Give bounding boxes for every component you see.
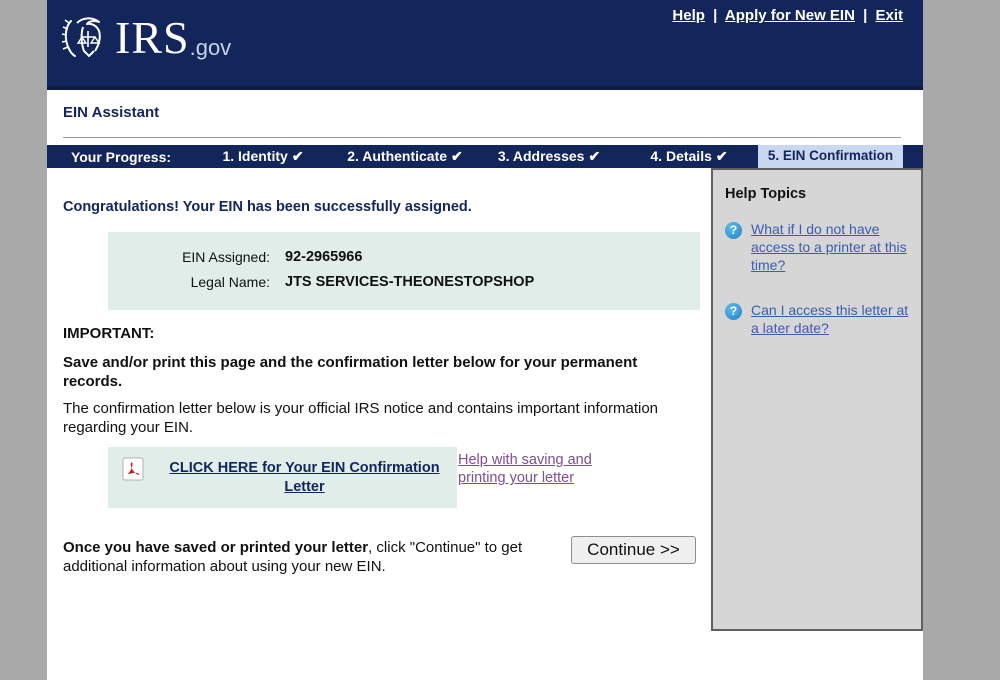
ein-assigned-label: EIN Assigned: <box>182 249 270 265</box>
page-title: EIN Assistant <box>63 104 160 121</box>
question-mark-icon: ? <box>725 222 742 239</box>
progress-step-ein-confirmation-active: 5. EIN Confirmation <box>758 145 903 183</box>
check-icon: ✔ <box>451 148 463 164</box>
logo-irs-text: IRS <box>115 12 190 63</box>
exit-link[interactable]: Exit <box>875 7 903 24</box>
irs-eagle-icon <box>61 13 115 61</box>
confirmation-letter-box <box>108 447 457 508</box>
progress-label: Your Progress: <box>70 148 172 165</box>
top-nav <box>672 7 903 24</box>
legal-name-value: JTS SERVICES-THEONESTOPSHOP <box>285 274 535 290</box>
logo-gov-text: .gov <box>189 34 232 60</box>
progress-bar <box>47 145 923 168</box>
continue-instruction <box>63 539 568 577</box>
progress-label-underline <box>47 168 195 172</box>
help-topics-heading: Help Topics <box>725 186 807 202</box>
help-topic-printer-access-link[interactable]: What if I do not have access to a printer at this time? <box>751 221 907 274</box>
ein-assigned-row <box>108 249 700 265</box>
help-link[interactable]: Help <box>672 7 705 24</box>
letter-note: The confirmation letter below is your official IRS notice and contains important information regarding your EIN. <box>63 400 659 436</box>
nav-separator: | <box>863 7 868 24</box>
legal-name-row <box>108 274 700 290</box>
help-topic-later-date-link[interactable]: Can I access this letter at a later date? <box>751 301 909 336</box>
header <box>47 0 923 90</box>
help-saving-printing-link[interactable]: Help with saving and printing your letter <box>458 452 592 487</box>
progress-step-addresses: 3. Addresses ✔ <box>497 148 601 164</box>
legal-name-label: Legal Name: <box>190 274 270 290</box>
continue-instruction-rest: , click "Continue" to get additional information about using your new EIN. <box>63 539 523 575</box>
ein-confirmation-letter-link[interactable]: CLICK HERE for Your EIN Confirmation Letter <box>169 460 440 495</box>
ein-assigned-value: 92-2965966 <box>285 249 363 265</box>
pdf-file-icon[interactable] <box>122 457 144 486</box>
check-icon: ✔ <box>291 148 304 164</box>
check-icon: ✔ <box>588 148 601 164</box>
check-icon: ✔ <box>715 148 728 164</box>
help-topics-sidebar <box>711 168 923 631</box>
progress-step-identity: 1. Identity ✔ <box>222 148 304 164</box>
irs-logo <box>61 13 231 61</box>
continue-button[interactable]: Continue >> <box>571 536 696 564</box>
continue-instruction-bold: Once you have saved or printed your letter <box>63 539 369 556</box>
nav-separator: | <box>713 7 718 24</box>
help-topic-item <box>725 301 911 337</box>
apply-new-ein-link[interactable]: Apply for New EIN <box>724 7 855 24</box>
progress-step-details: 4. Details ✔ <box>650 148 728 164</box>
important-heading: IMPORTANT: <box>63 325 155 342</box>
question-mark-icon: ? <box>725 303 742 320</box>
progress-step-authenticate: 2. Authenticate ✔ <box>347 148 463 164</box>
page <box>47 0 923 680</box>
help-topic-item <box>725 220 911 275</box>
save-instruction: Save and/or print this page and the confirmation letter below for your permanent records. <box>63 354 638 390</box>
title-divider <box>63 137 901 138</box>
congratulations-message: Congratulations! Your EIN has been successfully assigned. <box>63 199 472 215</box>
ein-summary-box <box>108 232 700 310</box>
